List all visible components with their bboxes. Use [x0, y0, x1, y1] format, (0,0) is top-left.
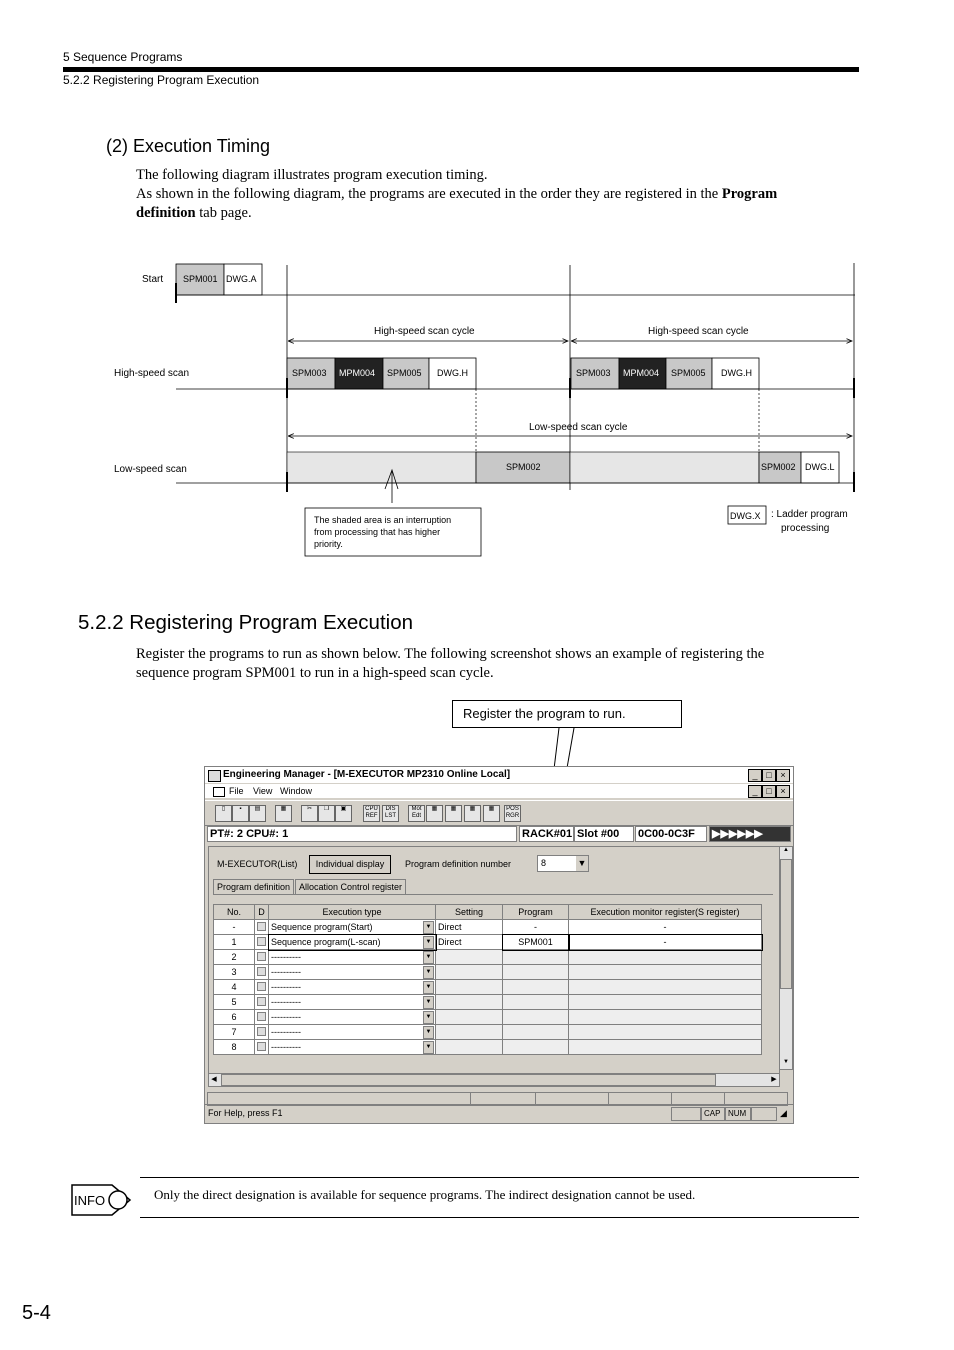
note-line-1: The shaded area is an interruption — [314, 515, 452, 525]
row-d-checkbox[interactable] — [255, 980, 269, 995]
scroll-thumb[interactable] — [780, 859, 792, 989]
row-program[interactable] — [503, 1025, 569, 1040]
slot-field: Slot #00 — [574, 826, 634, 842]
execution-type-value: ---------- — [271, 1027, 301, 1037]
svg-text:SPM005: SPM005 — [671, 368, 706, 378]
info-icon-label: INFO — [74, 1193, 106, 1208]
row-monitor[interactable]: - — [569, 920, 762, 935]
scroll-left-icon[interactable]: ◀ — [211, 1076, 217, 1083]
timing-line-2: As shown in the following diagram, the programs are executed in the order they are registered in the Program — [136, 186, 778, 202]
range-field: 0C00-0C3F — [635, 826, 707, 842]
row-monitor[interactable] — [569, 995, 762, 1010]
row-setting[interactable] — [436, 1010, 503, 1025]
row-program[interactable] — [503, 1040, 569, 1055]
status-extra — [751, 1107, 777, 1121]
scroll-right-icon[interactable]: ▶ — [771, 1076, 777, 1083]
table-row[interactable] — [214, 965, 762, 980]
execution-type-value: Sequence program(L-scan) — [271, 937, 381, 947]
row-no: 4 — [214, 980, 255, 995]
info-text: Only the direct designation is available for sequence programs. The indirect designation cannot be used. — [154, 1187, 696, 1202]
tab-allocation-control[interactable]: Allocation Control register — [295, 879, 406, 895]
pos-rgr-button[interactable]: POS RGR — [504, 805, 521, 822]
print-icon[interactable]: ▤ — [249, 805, 266, 822]
tab-program-definition[interactable]: Program definition — [213, 879, 294, 895]
chevron-down-icon[interactable]: ▼ — [576, 856, 588, 871]
row-program[interactable]: SPM001 — [503, 935, 569, 950]
row-execution-type[interactable] — [269, 1040, 436, 1055]
table-row[interactable] — [214, 1010, 762, 1025]
svg-text:MPM004: MPM004 — [339, 368, 376, 378]
row-no: 2 — [214, 950, 255, 965]
table-row[interactable] — [214, 950, 762, 965]
tool-icon-1[interactable]: ▦ — [426, 805, 443, 822]
checkbox-icon[interactable] — [257, 982, 266, 991]
execution-type-value: ---------- — [271, 982, 301, 992]
checkbox-icon[interactable] — [257, 1012, 266, 1021]
app-icon — [208, 770, 221, 782]
toolbar — [205, 800, 793, 826]
paste-icon[interactable]: ▣ — [335, 805, 352, 822]
col-program: Program — [503, 905, 569, 920]
row-setting[interactable] — [436, 980, 503, 995]
svg-text:MPM004: MPM004 — [623, 368, 660, 378]
info-bottom-rule — [140, 1217, 859, 1218]
child-minimize-button[interactable]: _ — [748, 785, 762, 798]
page-number: 5-4 — [22, 1302, 51, 1324]
row-no: 8 — [214, 1040, 255, 1055]
row-monitor[interactable] — [569, 965, 762, 980]
checkbox-icon[interactable] — [257, 922, 266, 931]
svg-text:SPM002: SPM002 — [506, 462, 541, 472]
register-callout: Register the program to run. — [452, 700, 682, 728]
row-setting[interactable] — [436, 950, 503, 965]
legend-box-text: DWG.X — [730, 511, 761, 521]
row-setting[interactable]: Direct — [436, 920, 503, 935]
row-no: 1 — [214, 935, 255, 950]
prog-def-number-label: Program definition number — [405, 859, 512, 869]
chevron-down-icon[interactable]: ▼ — [423, 1026, 434, 1039]
row-execution-type[interactable] — [269, 920, 436, 935]
mot-edt-button[interactable]: Mot Edt — [408, 805, 425, 822]
checkbox-icon[interactable] — [257, 952, 266, 961]
row-execution-type[interactable] — [269, 935, 436, 950]
row-program[interactable] — [503, 1010, 569, 1025]
col-setting: Setting — [436, 905, 503, 920]
registering-line-2: sequence program SPM001 to run in a high-speed scan cycle. — [136, 665, 494, 681]
table-row[interactable] — [214, 980, 762, 995]
pt-cpu-field: PT#: 2 CPU#: 1 — [207, 826, 517, 842]
checkbox-icon[interactable] — [257, 1042, 266, 1051]
chapter-header: 5 Sequence Programs — [63, 50, 183, 64]
execution-type-value: ---------- — [271, 967, 301, 977]
row-program[interactable] — [503, 950, 569, 965]
status-cap: CAP — [701, 1107, 725, 1121]
timing-line-3: definition tab page. — [136, 205, 252, 221]
row-setting[interactable] — [436, 965, 503, 980]
child-close-button[interactable]: × — [776, 785, 790, 798]
menu-bar — [205, 784, 793, 798]
maximize-button[interactable]: □ — [762, 769, 776, 782]
table-row[interactable] — [214, 995, 762, 1010]
minimize-button[interactable]: _ — [748, 769, 762, 782]
chevron-down-icon[interactable]: ▼ — [423, 981, 434, 994]
program-definition-table — [213, 904, 762, 1055]
row-execution-type[interactable] — [269, 1010, 436, 1025]
row-monitor[interactable] — [569, 1025, 762, 1040]
scroll-up-icon[interactable]: ▲ — [783, 847, 789, 853]
high-cycle-label-2: High-speed scan cycle — [648, 326, 749, 337]
tab-strip — [213, 879, 613, 895]
individual-display-button[interactable]: Individual display — [309, 855, 391, 874]
scroll-down-icon[interactable]: ▼ — [783, 1059, 789, 1065]
row-setting[interactable] — [436, 1025, 503, 1040]
row-d-checkbox[interactable] — [255, 1010, 269, 1025]
svg-text:SPM003: SPM003 — [292, 368, 327, 378]
tool-icon-4[interactable]: ▦ — [483, 805, 500, 822]
resize-grip-icon[interactable]: ◢ — [780, 1108, 787, 1118]
legend-text-2: processing — [781, 523, 830, 534]
network-icon[interactable]: ▦ — [275, 805, 292, 822]
registering-title: 5.2.2 Registering Program Execution — [78, 611, 414, 634]
table-body — [214, 920, 762, 1055]
prog-def-number-value: 8 — [541, 858, 547, 868]
row-d-checkbox[interactable] — [255, 1025, 269, 1040]
secondary-status-strip — [205, 1090, 793, 1102]
cpu-ref-button[interactable]: CPU REF — [363, 805, 380, 822]
title-bar — [205, 767, 793, 783]
checkbox-icon[interactable] — [257, 997, 266, 1006]
note-line-2: from processing that has higher — [314, 527, 441, 537]
row-monitor[interactable] — [569, 980, 762, 995]
child-restore-button[interactable]: □ — [762, 785, 776, 798]
table-row[interactable] — [214, 1040, 762, 1055]
row-d-checkbox[interactable] — [255, 920, 269, 935]
row-setting[interactable] — [436, 1040, 503, 1055]
row-program[interactable]: - — [503, 920, 569, 935]
svg-text:DWG.H: DWG.H — [721, 368, 752, 378]
save-icon[interactable]: ▪ — [232, 805, 249, 822]
row-no: - — [214, 920, 255, 935]
chevron-down-icon[interactable]: ▼ — [423, 1011, 434, 1024]
table-row[interactable] — [214, 935, 762, 950]
row-d-checkbox[interactable] — [255, 935, 269, 950]
start-spm001-text: SPM001 — [183, 274, 218, 284]
low-speed-label: Low-speed scan — [114, 464, 187, 475]
start-dwga-text: DWG.A — [226, 274, 257, 284]
row-monitor[interactable]: - — [569, 935, 762, 950]
row-execution-type[interactable] — [269, 965, 436, 980]
row-program[interactable] — [503, 965, 569, 980]
low-cycle-label: Low-speed scan cycle — [529, 422, 628, 433]
status-bar — [205, 1104, 793, 1122]
table-row[interactable] — [214, 1025, 762, 1040]
high-speed-label: High-speed scan — [114, 368, 190, 379]
copy-icon[interactable]: ❐ — [318, 805, 335, 822]
chevron-down-icon[interactable]: ▼ — [423, 966, 434, 979]
row-no: 7 — [214, 1025, 255, 1040]
status-num: NUM — [725, 1107, 751, 1121]
row-monitor[interactable] — [569, 1010, 762, 1025]
row-setting[interactable] — [436, 995, 503, 1010]
info-icon — [68, 1181, 134, 1219]
col-d: D — [255, 905, 269, 920]
execution-type-value: ---------- — [271, 952, 301, 962]
svg-text:SPM003: SPM003 — [576, 368, 611, 378]
legend-text-1: : Ladder program — [771, 509, 848, 520]
svg-text:DWG.H: DWG.H — [437, 368, 468, 378]
chevron-down-icon[interactable]: ▼ — [423, 921, 434, 934]
col-execution-type: Execution type — [269, 905, 436, 920]
row-program[interactable] — [503, 980, 569, 995]
section-header: 5.2.2 Registering Program Execution — [63, 73, 260, 87]
checkbox-icon[interactable] — [257, 937, 266, 946]
svg-text:DWG.L: DWG.L — [805, 462, 835, 472]
chevron-down-icon[interactable]: ▼ — [423, 996, 434, 1009]
row-execution-type[interactable] — [269, 980, 436, 995]
high-cycle-label-1: High-speed scan cycle — [374, 326, 475, 337]
online-indicator-icon: ▶▶▶▶▶▶ — [709, 826, 791, 842]
rack-field: RACK#01 — [519, 826, 574, 842]
menu-view[interactable]: View — [253, 786, 273, 796]
timing-line-1: The following diagram illustrates program execution timing. — [136, 167, 488, 183]
execution-type-value: ---------- — [271, 1012, 301, 1022]
row-execution-type[interactable] — [269, 1025, 436, 1040]
prog-def-number-select[interactable] — [537, 855, 589, 872]
row-program[interactable] — [503, 995, 569, 1010]
col-no: No. — [214, 905, 255, 920]
chevron-down-icon[interactable]: ▼ — [423, 951, 434, 964]
horizontal-scrollbar[interactable] — [208, 1073, 780, 1087]
row-d-checkbox[interactable] — [255, 950, 269, 965]
execution-type-value: ---------- — [271, 997, 301, 1007]
table-row[interactable] — [214, 920, 762, 935]
h-scroll-thumb[interactable] — [221, 1074, 716, 1086]
document-icon — [213, 787, 225, 797]
execution-type-value: ---------- — [271, 1042, 301, 1052]
status-blank — [671, 1107, 701, 1121]
row-execution-type[interactable] — [269, 950, 436, 965]
table-header-row — [214, 905, 762, 920]
window-title: Engineering Manager - [M-EXECUTOR MP2310 Online Local] — [223, 769, 511, 780]
chevron-down-icon[interactable]: ▼ — [423, 936, 434, 949]
info-top-rule — [140, 1177, 859, 1178]
note-line-3: priority. — [314, 539, 343, 549]
row-monitor[interactable] — [569, 950, 762, 965]
menu-file[interactable]: File — [229, 786, 244, 796]
start-label: Start — [142, 274, 164, 285]
vertical-scrollbar[interactable] — [779, 846, 793, 1070]
checkbox-icon[interactable] — [257, 1027, 266, 1036]
engineering-manager-window — [204, 766, 794, 1124]
cut-icon[interactable]: ✂ — [301, 805, 318, 822]
tool-icon-3[interactable]: ▦ — [464, 805, 481, 822]
svg-text:SPM005: SPM005 — [387, 368, 422, 378]
svg-text:SPM002: SPM002 — [761, 462, 796, 472]
row-execution-type[interactable] — [269, 995, 436, 1010]
close-button[interactable]: × — [776, 769, 790, 782]
row-no: 5 — [214, 995, 255, 1010]
row-d-checkbox[interactable] — [255, 1040, 269, 1055]
chevron-down-icon[interactable]: ▼ — [423, 1041, 434, 1054]
row-setting[interactable]: Direct — [436, 935, 503, 950]
execution-timing-title: (2) Execution Timing — [106, 136, 271, 156]
tool-icon-2[interactable]: ▦ — [445, 805, 462, 822]
row-monitor[interactable] — [569, 1040, 762, 1055]
new-icon[interactable]: ▯ — [215, 805, 232, 822]
status-help-text: For Help, press F1 — [208, 1108, 283, 1118]
checkbox-icon[interactable] — [257, 967, 266, 976]
dis-lst-button[interactable]: DIS LST — [382, 805, 399, 822]
row-d-checkbox[interactable] — [255, 995, 269, 1010]
status-info-bar — [207, 826, 791, 842]
col-monitor: Execution monitor register(S register) — [569, 905, 762, 920]
menu-window[interactable]: Window — [280, 786, 313, 796]
execution-type-value: Sequence program(Start) — [271, 922, 373, 932]
row-d-checkbox[interactable] — [255, 965, 269, 980]
row-no: 6 — [214, 1010, 255, 1025]
row-no: 3 — [214, 965, 255, 980]
m-executor-label: M-EXECUTOR(List) — [217, 859, 298, 869]
registering-line-1: Register the programs to run as shown below. The following screenshot shows an example of registering the — [136, 646, 765, 662]
